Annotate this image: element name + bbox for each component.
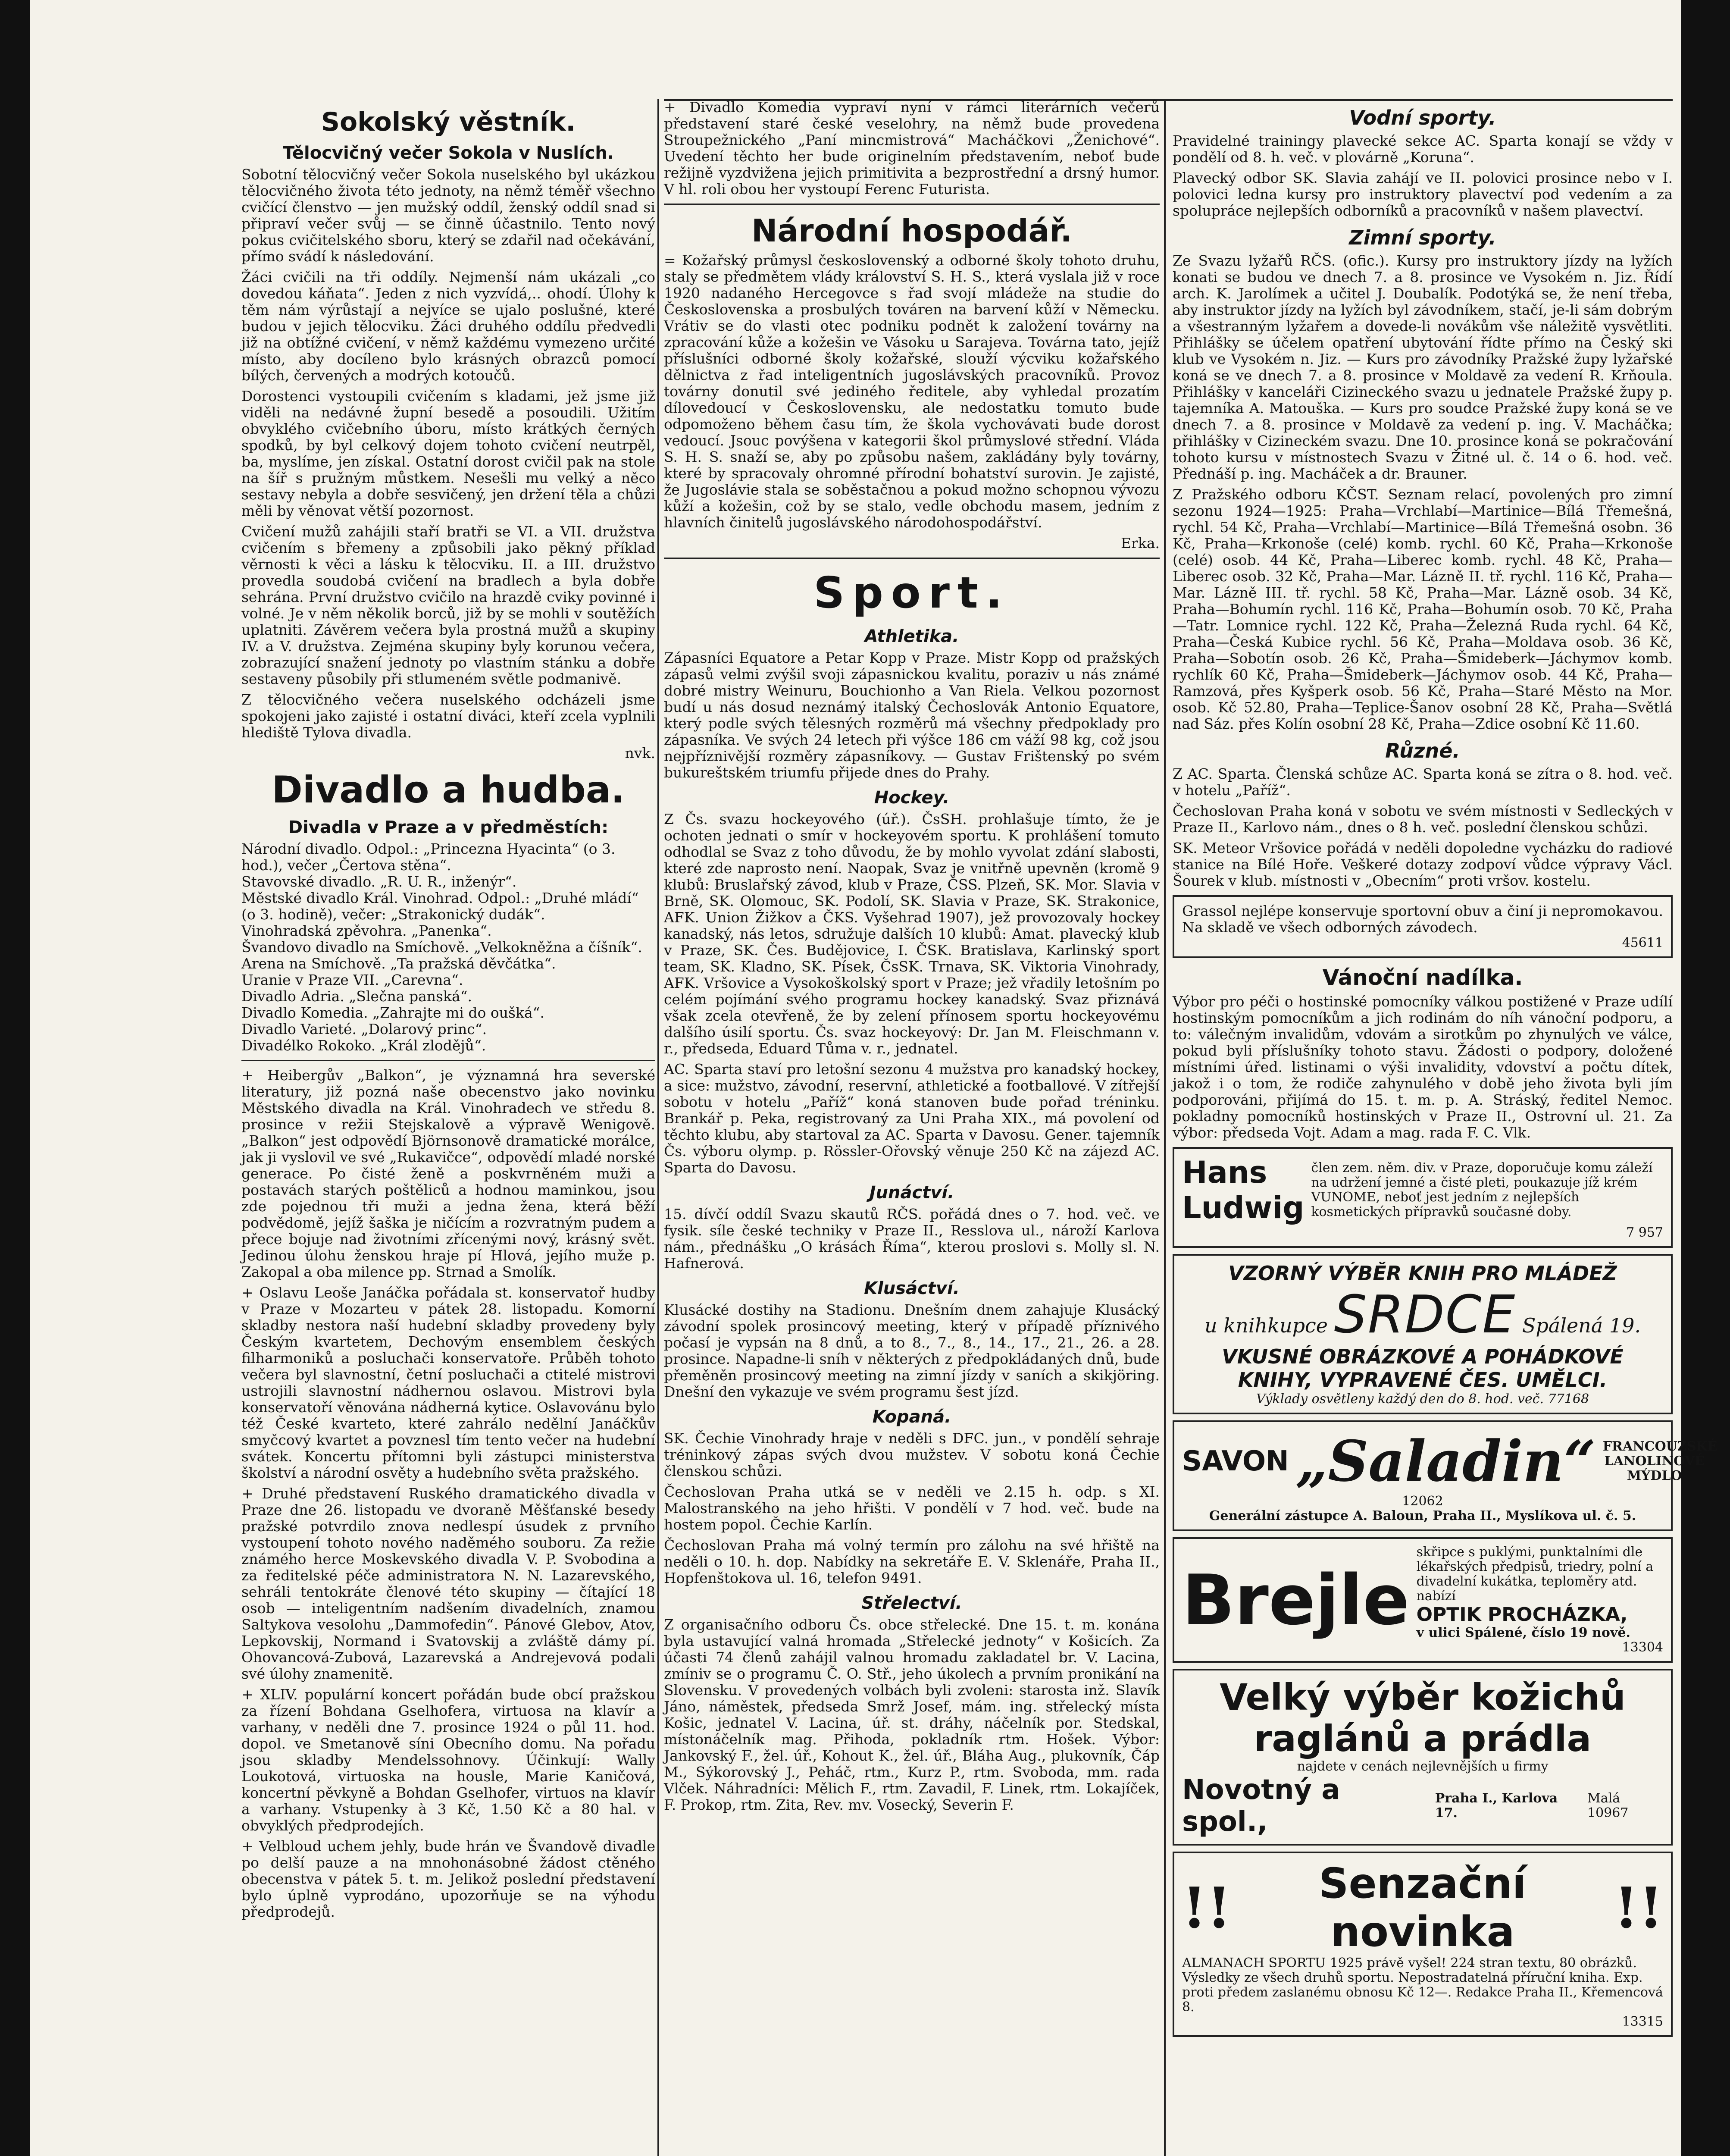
divider <box>664 204 1160 205</box>
theatre-item: Vinohradská zpěvohra. „Panenka“. <box>241 922 492 939</box>
kopana-article-1: SK. Čechie Vinohrady hraje v neděli s DFC. jun., v pondělí sehraje tréninkový zápas svých dvou mužstev. V sobotu koná Čechie členskou schůzi. <box>664 1430 1160 1479</box>
hans-text: člen zem. něm. div. v Praze, doporučuje komu záleží na udržení jemné a čisté pleti, poukazuje jíž krém VUNOME, neboť jest jedním z nejlepších kosmetických přípravků současné doby. <box>1311 1160 1653 1219</box>
brejle-big: Brejle <box>1182 1559 1410 1640</box>
theatre-item: Národní divadlo. Odpol.: „Princezna Hyacinta“ (o 3. hod.), večer „Čertova stěna“. <box>241 840 616 874</box>
kopana-heading: Kopaná. <box>872 1407 951 1427</box>
vanocni-heading: Vánoční nadílka. <box>1322 965 1523 990</box>
ruzne-article-3: SK. Meteor Vršovice pořádá v neděli dopoledne vycházku do radiové stanice na Bílé Hoře. Veškeré dotazy zodpoví vůdce výpravy Václ. Šourek v klub. místnosti v „Obecním“ proti vršov. kostelu. <box>1173 840 1673 889</box>
theatre-item: Stavovské divadlo. „R. U. R., inženýr“. <box>241 873 517 890</box>
vodni-heading: Vodní sporty. <box>1349 106 1496 129</box>
theatre-item: Divadélko Rokoko. „Král zlodějů“. <box>241 1037 486 1054</box>
brejle-address: v ulici Spálené, číslo 19 nově. <box>1416 1625 1630 1640</box>
ruzne-article-1: Z AC. Sparta. Členská schůze AC. Sparta koná se zítra o 8. hod. več. v hotelu „Paříž“. <box>1173 765 1673 799</box>
column-3 <box>1173 99 1717 2156</box>
sensacni-text: ALMANACH SPORTU 1925 právě vyšel! 224 stran textu, 80 obrázků. Výsledky ze všech druhů sportu. Nepostradatelná příruční kniha. Exp. proti předem zaslanému obnosu Kč 12—. Redakce Praha II., Křemencová 8. <box>1182 1955 1663 2015</box>
brejle-text: skřipce s puklými, punktalními dle lékařských předpisů, triedry, polní a divadelní kukátka, teploměry atd. nabízí <box>1416 1545 1654 1604</box>
srdce-prefix: u knihkupce <box>1204 1314 1328 1337</box>
junacivi-heading: Junáctví. <box>869 1183 954 1203</box>
divider <box>241 1060 655 1061</box>
kozichu-firm: Novotný a spol., <box>1182 1774 1340 1838</box>
srdce-hours: Výklady osvětleny každý den do 8. hod. več. <box>1256 1391 1544 1407</box>
brejle-ad <box>1173 1537 1673 1663</box>
sokol-para-3: Dorostenci vystoupili cvičením s kladami, jež jsme již viděli na nedávné župní besedě a posoudili. Užitím obvyklého cvičebního úboru, místo krátkých černých spodků, by byl celkový dojem tohoto cvičení neutrpěl, ba, myslíme, jen získal. Ostatní dorost cvičil pak na stole na šíř s pružným můstkem. Nesešli mu velký a něco sestavy nebyla a dobře sesvičený, jen držení těla a chůzi měli by věnovat větší pozornost. <box>241 388 655 519</box>
grassol-text: Grassol nejlépe konservuje sportovní obuv a činí ji nepromokavou. Na skladě ve všech odborných závodech. <box>1182 903 1663 936</box>
kozichu-big: Velký výběr kožichů raglánů a prádla <box>1220 1676 1626 1760</box>
saladin-right: FRANCOUZSKÉ LANOLINOVÉ MÝDLO <box>1602 1438 1717 1483</box>
theatre-item: Městské divadlo Král. Vinohrad. Odpol.: „Druhé mládí“ (o 3. hodině), večer: „Strakonický dudák“. <box>241 890 639 923</box>
srdce-address: Spálená 19. <box>1522 1314 1641 1337</box>
saladin-representative: Generální zástupce A. Baloun, Praha II., Myslíkova ul. č. 5. <box>1209 1508 1636 1523</box>
srdce-line-4 <box>1182 1391 1663 1407</box>
theatre-item: Arena na Smíchově. „Ta pražská děvčátka“. <box>241 955 556 972</box>
hospodar-heading: Národní hospodář. <box>751 213 1072 249</box>
janacek-article: + Oslavu Leoše Janáčka pořádala st. konservatoř hudby v Praze v Mozarteu v pátek 28. listopadu. Komorní skladby nestora naší hudební skladby provedeny byly Českým kvartetem, Dechovým ensemblem českých filharmoniků a posluchači konservatoře. Průběh tohoto večera byl slavnostní, četní posluchači a ctitelé mistrovi ustrojili slavnostní nádhernou oslavou. Mistrovi byla konservatoří věnována nádherná kytice. Oslavovánu bylo též České kvarteto, které zahrálo nedělní Janáčkův smyčcový kvartet a povznesl tím tento večer na hudební svátek. Koncertu přítomni byli zástupci ministerstva školství a národní osvěty a hudebního světa pražského. <box>241 1284 655 1481</box>
hockey-article-1: Z Čs. svazu hockeyového (úř.). ČsSH. prohlašuje tímto, že je ochoten jednati o smír v hockeyovém sportu. K prohlášení tomuto odhodlal se Svaz z toho důvodu, že by mohlo vyvolat zdání slabosti, které zde naprosto není. Naopak, Svaz je vnitřně upevněn (kromě 9 klubů: Bruslařský závod, klub v Praze, ČSS. Plzeň, SK. Mor. Slavia v Brně, SK. Olomouc, SK. Podolí, SK. Slavia v Praze, SK. Strakonice, AFK. Union Žižkov a ČKS. Vyšehrad 1907), jež provozovaly hockey kanadský, nás letos, sdružuje dalších 10 klubů: Amat. plavecký klub v Praze, SK. Čes. Budějovice, I. ČSK. Bratislava, Karlinský sport team, SK. Kladno, SK. Písek, ČsSK. Trnava, SK. Viktoria Vinohrady, AFK. Vršovice a Vysokoškolský sport v Praze; jež vřadily letošním po celém pojímání svého programu hockey kanadský. Svaz přiznává však zcela otevřeně, že by zelení přínosem sportu hockeyovému dalšího úsilí sportu. Čs. svaz hockeyový: Dr. Jan M. Fleischmann v. r., předseda, Eduard Tůma v. r., jednatel. <box>664 811 1160 1057</box>
theatre-item: Uranie v Praze VII. „Carevna“. <box>241 971 463 988</box>
rusky-article: + Druhé představení Ruského dramatického divadla v Praze dne 26. listopadu ve dvoraně Měšťanské besedy pražské potvrdilo znova nedlespí úsudek z prvního vystoupení tohoto nového naděmého souboru. Za režie známého herce Moskevského divadla V. P. Svobodina a za ředitelské péče administratora N. N. Lazarevského, sehráli tentokráte členové této skupiny — čítající 18 osob — inteligentním nadšením divadelních, znamou Saltykova vesolohu „Dammofedin“. Pánové Glebov, Atov, Lepkovskij, Normand i Svatovskij a zvláště dámy pí. Ohovancová-Zubová, Lazarevská a Andrejevová podali své úlohy znamenitě. <box>241 1485 655 1682</box>
grassol-number: 45611 <box>1622 935 1663 950</box>
klusacivi-heading: Klusáctví. <box>864 1279 960 1298</box>
atletika-heading: Athletika. <box>864 627 959 646</box>
srdce-line-2 <box>1182 1285 1663 1345</box>
exclamation-icon: !! <box>1182 1874 1232 1941</box>
hockey-article-2: AC. Sparta staví pro letošní sezonu 4 mužstva pro kanadský hockey, a sice: mužstvo, závodní, reservní, athletické a footballové. V zítřejší sobotu v hotelu „Paříž“ koná stanoven bude pořad tréninku. Brankář p. Peka, registrovaný za Uni Praha XIX., má povolení od těchto klubu, aby startoval za AC. Sparta v Davosu. Gener. tajemník Čs. výboru olymp. p. Rössler-Ořovský věnuje 250 Kč na zájezd AC. Sparta do Davosu. <box>664 1061 1160 1176</box>
sokol-subheading: Tělocvičný večer Sokola v Nuslích. <box>282 143 614 163</box>
theatre-item: Divadlo Adria. „Slečna panská“. <box>241 988 472 1005</box>
ruzne-heading: Různé. <box>1385 739 1460 762</box>
column-rule-1 <box>657 99 659 2156</box>
theatre-item: Divadlo Varieté. „Dolarový princ“. <box>241 1021 487 1037</box>
kozichu-address: Praha I., Karlova 17. <box>1435 1791 1558 1821</box>
koncert-article: + XLIV. populární koncert pořádán bude obcí pražskou za řízení Bohdana Gselhofera, virtuosa na klavír a varhany, v neděli dne 7. prosince 1924 o půl 11. hod. dopol. ve Smetanově síni Obecního domu. Na pořadu jsou skladby Mendelssohnovy. Účinkují: Wally Loukotová, virtuoska na housle, Marie Kaničová, koncertní pěvkyně a Bohdan Gselhofer, virtuos na klavír a varhany. Vstupenky à 3 Kč, 1.50 Kč a 80 hal. v obvyklých předprodejích. <box>241 1686 655 1834</box>
sokol-para-1: Sobotní tělocvičný večer Sokola nuselského byl ukázkou tělocvičného života této jednoty, na němž téměř všechno cvičící členstvo — jen mužský oddíl, ženský oddíl snad si připraví večer svůj — se činně účastnilo. Tento nový pokus cvičitelského sboru, který se zdařil nad očekávání, přímo svádí k následování. <box>241 166 655 265</box>
atletika-article: Zápasníci Equatore a Petar Kopp v Praze. Mistr Kopp od pražských zápasů velmi zvýšil svoji zápasnickou kvalitu, poraziv u nás známé dobré mistry Weinuru, Bouchionho a Van Riela. Velkou pozornost budí u nás dosud neznámý italský Čechoslovák Antonio Equatore, který podle svých tělesných rozměrů má všechny předpoklady pro zápasníka. Ve svých 24 letech při výšce 186 cm váží 98 kg, což jsou nejpříznivější rozměry zápasníkovy. — Gustav Frištenský po svém bukureštském triumfu přijede dnes do Prahy. <box>664 649 1160 781</box>
sokol-para-5: Z tělocvičného večera nuselského odcházeli jsme spokojeni jako zajisté i ostatní diváci, kteří zcela vyplnili hlediště Tylova divadla. <box>241 691 655 741</box>
strelectvi-article: Z organisačního odboru Čs. obce střelecké. Dne 15. t. m. konána byla ustavující valná hromada „Střelecké jednoty“ v Košicích. Za účasti 74 členů zahájil valnou hromadu zakladatel br. V. Lacina, zmíniv se o programu Č. O. Stř., jeho úkolech a prvním pronikání na Slovensku. V provedených volbách byli zvoleni: starosta inž. Slavík Jáno, náměstek, předseda Smrž Josef, mám. ing. střelecký místa Košic, jednatel V. Lacina, úř. st. dráhy, náčelník por. Stedskal, místonáčelník mag. Přihoda, pokladník rtm. Hošek. Výbor: Jankovský F., žel. úř., Kohout K., žel. úř., Bláha Aug., plukovník, Čáp M., Sýkorovský J., Peháč, rtm., Kurz P., rtm. Svoboda, mm. rada Vlček. Náhradníci: Mělich F., rtm. Zavadil, F. Linek, rtm. Lokajíček, F. Prokop, rtm. Zita, Rev. mv. Vosecký, Severin F. <box>664 1616 1160 1813</box>
sokol-para-4: Cvičení mužů zahájili staří bratři se VI. a VII. družstva cvičením s břemeny a způsobili jako pěkný příklad věrnosti k věci a lásku k tělocviku. II. a III. družstvo provedla soudobá cvičení na bradlech a byla dobře sehrána. První družstvo cvičilo na hrazdě cviky povinné i volné. Je v něm několik borců, již by se mohli v soutěžích uplatniti. Závěrem večera byla prostná mužů a skupiny IV. a V. družstva. Zejména skupiny byly korunou večera, zobrazující snažení jednoty po vlastním stánku a dobře sestaveny působily při stlumeném světle podmanivě. <box>241 523 655 687</box>
balkon-article: + Heibergův „Balkon“, je významná hra severské literatury, již pozná naše obecenstvo jako novinku Městského divadla na Král. Vinohradech ve středu 8. prosince v režii Stejskalově a výpravě Wenigově. „Balkon“ jest odpovědí Björnsonově dramatické morálce, jak ji vyslovil ve své „Rukavičce“, odpovědí mladé norské generace. Po čisté ženě a poskvrněném muži a postavách starých poštěliců a hodnou maminkou, jsou zde pojednou tři muži a jedna žena, která běží podvědomě, jejíž šaška je ničícím a rozvratným pudem a přece bojuje nad životními zřícenými nový, krásný svět. Jedinou úlohu ženskou hraje pí Hlová, jejího muže p. Zakopal a oba milence pp. Strnad a Smolík. <box>241 1067 655 1280</box>
theatre-item: Divadlo Komedia. „Zahrajte mi do oušká“. <box>241 1004 544 1021</box>
sport-heading: Sport. <box>813 567 1010 618</box>
saladin-logo: „Saladin“ <box>1295 1428 1596 1494</box>
hans-ludwig-ad <box>1173 1147 1673 1248</box>
theatre-item: Švandovo divadlo na Smíchově. „Velkokněžna a číšník“. <box>241 939 642 956</box>
strelectvi-heading: Střelectví. <box>861 1593 962 1613</box>
junacivi-article: 15. dívčí oddíl Svazu skautů RČS. pořádá dnes o 7. hod. več. ve fysik. síle české techniky v Praze II., Resslova ul., nároží Karlova nám., přednášku „O krásách Říma“, kterou proslovi s. Molly sl. N. Hafnerová. <box>664 1206 1160 1272</box>
sensacni-big: Senzační novinka <box>1319 1859 1527 1956</box>
srdce-line-1: VZORNÝ VÝBĚR KNIH PRO MLÁDEŽ <box>1228 1262 1617 1285</box>
sensacni-ad <box>1173 1852 1673 2037</box>
vodni-article-2: Plavecký odbor SK. Slavia zahájí ve II. polovici prosince nebo v I. polovici ledna kursy pro instruktory plavectví pod vedením a za spolupráce nejlepších odborníků a pracovníků v našem plavectví. <box>1173 169 1673 219</box>
kozarsky-article: = Kožařský průmysl československý a odborné školy tohoto druhu, staly se předmětem vlády království S. H. S., která vyslala již v roce 1920 nadaného Hercegovce s řad svojí mládeže na studie do Československa a prosbulých továren na barvení kůží v Německu. Vrátiv se do vlasti otec podniku podnět k založení továrny na zpracování kůže a kožešin ve Vásoku u Sarajeva. Továrna tato, jejíž příslušníci odborné školy kožařské, slouží výcviku kožařského dělnictva z řad inteligentních jugoslávských pracovníků. Provoz továrny donutil své jediného ředitele, aby vyhledal prozatím dílovedoucí v Československu, ale nedostatku tomuto bude odpomoženo během času tím, že škola vychovávati bude dorost vedoucí. Jsouc povýšena v kategorii škol průmyslové střední. Vláda S. H. S. snaží se, aby po způsobu našem, zakládány byly továrny, které by spracovaly ohromné přírodní bohatství surovin. Je zajisté, že Jugoslávie stala se soběstačnou a pokud možno schopnou vývozu kůží a kožešin, což by se stalo, vedle obchodu masem, jedním z hlavních činitelů jugoslávského národohospodářství. <box>664 252 1160 531</box>
grassol-ad <box>1173 895 1673 958</box>
zimni-article-2: Z Pražského odboru KČST. Seznam relací, povolených pro zimní sezonu 1924—1925: Praha—Vrchlabí—Martinice—Bílá Třemešná, rychl. 54 Kč, Praha—Vrchlabí—Martinice—Bílá Třemešná osobn. 36 Kč, Praha—Krkonoše (celé) komb. rychl. 60 Kč, Praha—Krkonoše (celé) osob. 44 Kč, Praha—Liberec komb. rychl. 48 Kč, Praha—Liberec osob. 32 Kč, Praha—Mar. Lázně II. tř. rychl. 116 Kč, Praha—Mar. Lázně III. tř. rychl. 58 Kč, Praha—Mar. Lázně osob. 34 Kč, Praha—Bohumín rychl. 116 Kč, Praha—Bohumín osob. 70 Kč, Praha—Tatr. Lomnice rychl. 122 Kč, Praha—Železná Ruda rychl. 64 Kč, Praha—Česká Kubice rychl. 56 Kč, Praha—Moldava osob. 36 Kč, Praha—Sobotín osob. 26 Kč, Praha—Šmideberk—Jáchymov komb. rychlík 60 Kč, Praha—Šmideberk—Jáchymov osob. 44 Kč, Praha—Ramzová, přes Kyšperk osob. 56 Kč, Praha—Staré Město na Mor. osob. Kč 52.80, Praha—Teplice-Šanov osobní 28 Kč, Praha—Světlá nad Sáz. přes Kolín osobní 28 Kč, Praha—Zdice osobní Kč 11.60. <box>1173 486 1673 732</box>
klusacivi-article: Klusácké dostihy na Stadionu. Dnešním dnem zahajuje Klusácký závodní spolek prosincový meeting, který v případě příznivého počasí je vypsán na 8 dnů, a to 8., 7., 8., 14., 17., 21., 26. a 28. prosince. Napadne-li sníh v některých z předpokládaných dnů, bude přeměněn prosincový meeting na zimní jízdy v saních a skikjöring. Dnešní den vykazuje ve svém programu šest jízd. <box>664 1301 1160 1400</box>
zimni-article-1: Ze Svazu lyžařů RČS. (ofic.). Kursy pro instruktory jízdy na lyžích konati se budou ve dnech 7. a 8. prosince ve Vysokém n. Jiz. Řídí arch. K. Jarolímek a učitel J. Doubalík. Podotýká se, že není třeba, aby instruktor jízdy na lyžích byl závodníkem, stačí, je-li sám dobrým a všestranným lyžařem a dovede-li novákům vše náležitě vysvětliti. Přihlášky se účelem opatření ubytování řídte přímo na Český ski klub ve Vysokém n. Jiz. — Kurs pro závodníky Pražské župy lyžařské koná se ve dnech 7. a 8. prosince v Moldavě za vedení R. Krňoula. Přihlášky v kanceláři Cizineckého svazu u jednatele Pražské župy p. tajemníka A. Matouška. — Kurs pro soudce Pražské župy koná se ve dnech 7. a 8. prosince v Moldavě za vedení p. ing. V. Macháčka; přihlášky v Cizineckém svazu. Dne 10. prosince koná se pokračování tohoto kursu v místnostech Svazu v Žitné ul. č. 14 o 6. hod. več. Přednáší p. ing. Macháček a dr. Brauner. <box>1173 252 1673 482</box>
sokol-heading: Sokolský věstník. <box>321 107 576 137</box>
divider <box>664 558 1160 559</box>
column-rule-2 <box>1164 99 1166 2156</box>
srdce-name: SRDCE <box>1334 1285 1516 1345</box>
kopana-article-3: Čechoslovan Praha má volný termín pro zálohu na své hřiště na neděli o 10. h. dop. Nabídky na sekretáře E. V. Sklenáře, Praha II., Hopfenštokova ul. 16, telefon 9491. <box>664 1537 1160 1586</box>
velbloud-article: + Velbloud uchem jehly, bude hrán ve Švandově divadle po delší pauze a na mnohonásobné žádost ctěného obecenstva v pátek 5. t. m. Jelikož poslední představení bylo úplně vyprodáno, upozorňuje se na výhodu předprodejů. <box>241 1838 655 1920</box>
saladin-ad <box>1173 1420 1717 1531</box>
kozichu-extra: Malá 10967 <box>1587 1791 1629 1821</box>
theatre-list <box>241 841 655 1054</box>
exclamation-icon: !! <box>1614 1874 1663 1941</box>
sokol-para-2: Žáci cvičili na tři oddíly. Nejmenší nám ukázali „co dovedou káňata“. Jeden z nich vyzvídá,.. ohodí. Úlohy k těm nám výrůstají a nejvíce se ujalo poslušné, které budou v jejich tělocviku. Žáci druhého oddílu předvedli již na obtížné cvičení, v němž každému vymezeno určité místo, aby docíleno bylo krásných obrazců pomocí bílých, červených a modrých kotoučů. <box>241 269 655 384</box>
brejle-firm: OPTIK PROCHÁZKA, <box>1416 1604 1628 1626</box>
saladin-savon: SAVON <box>1182 1445 1289 1477</box>
brejle-number: 13304 <box>1622 1640 1663 1655</box>
zimni-heading: Zimní sporty. <box>1349 226 1496 249</box>
column-2 <box>664 99 1160 2156</box>
hockey-heading: Hockey. <box>874 788 950 808</box>
vodni-article-1: Pravidelné trainingy plavecké sekce AC. Sparta konají se vždy v pondělí od 8. h. več. v plovárně „Koruna“. <box>1173 132 1673 166</box>
komedia-article: + Divadlo Komedia vypraví nyní v rámci literárních večerů představení staré české veselohry, na němž bude provedena Stroupežnického „Paní mincmistrová“ Macháčkovi „Ženichové“. Uvedení těchto her bude originelním představením, neboť bude režijně vyzdvižena jejich primitivita a bezprostřední a drsný humor. V hl. roli obou her vystoupí Ferenc Futurista. <box>664 99 1160 197</box>
srdce-ad <box>1173 1254 1673 1414</box>
ruzne-article-2: Čechoslovan Praha koná v sobotu ve svém místnosti v Sedleckých v Praze II., Karlovo nám., dnes o 8 h. več. poslední členskou schůzi. <box>1173 802 1673 836</box>
divadlo-heading: Divadlo a hudba. <box>272 768 625 812</box>
divadlo-subheading: Divadla v Praze a v předměstích: <box>288 818 609 837</box>
sokol-signature: nvk. <box>625 745 655 761</box>
kozichu-ad <box>1173 1669 1673 1846</box>
kozarsky-signature: Erka. <box>1120 535 1160 552</box>
kopana-article-2: Čechoslovan Praha utká se v neděli ve 2.15 h. odp. s XI. Malostranského na jeho hřišti. V pondělí v 7 hod. več. bude na hostem popol. Čechie Karlín. <box>664 1483 1160 1533</box>
srdce-number: 77168 <box>1548 1391 1589 1407</box>
srdce-line-3: VKUSNÉ OBRÁZKOVÉ A POHÁDKOVÉ KNIHY, VYPRAVENÉ ČES. UMĚLCI. <box>1222 1345 1624 1391</box>
column-1 <box>241 99 655 2156</box>
sensacni-number: 13315 <box>1622 2014 1663 2029</box>
hans-name: Hans Ludwig <box>1182 1155 1305 1225</box>
saladin-number: 12062 <box>1402 1494 1443 1509</box>
hans-number: 7 957 <box>1626 1225 1663 1240</box>
scan-right-edge <box>1681 0 1730 2156</box>
scan-left-edge <box>0 0 30 2156</box>
kozichu-sub: najdete v cenách nejlevnějších u firmy <box>1297 1759 1549 1774</box>
vanocni-article: Výbor pro péči o hostinské pomocníky válkou postižené v Praze udílí hostinským pomocníkům a jich rodinám do níh vánoční podporu, a to: válečným invalidům, vdovám a sirotkům po zhynulých ve válce, pokud byli příslušníky tohoto stavu. Žádosti o podpory, doložené místními úřed. listinami o výši invalidity, vdovství a počtu dítek, jakož i o tom, že rodiče zahynulého v době jeho života byli jím podporováni, přijímá do 15. t. m. p. A. Stráský, ředitel Nemoc. pokladny pomocníků hostinských v Praze II., Ostrovní ul. 21. Za výbor: předseda Vojt. Adam a mag. rada F. C. Vlk. <box>1173 993 1673 1141</box>
